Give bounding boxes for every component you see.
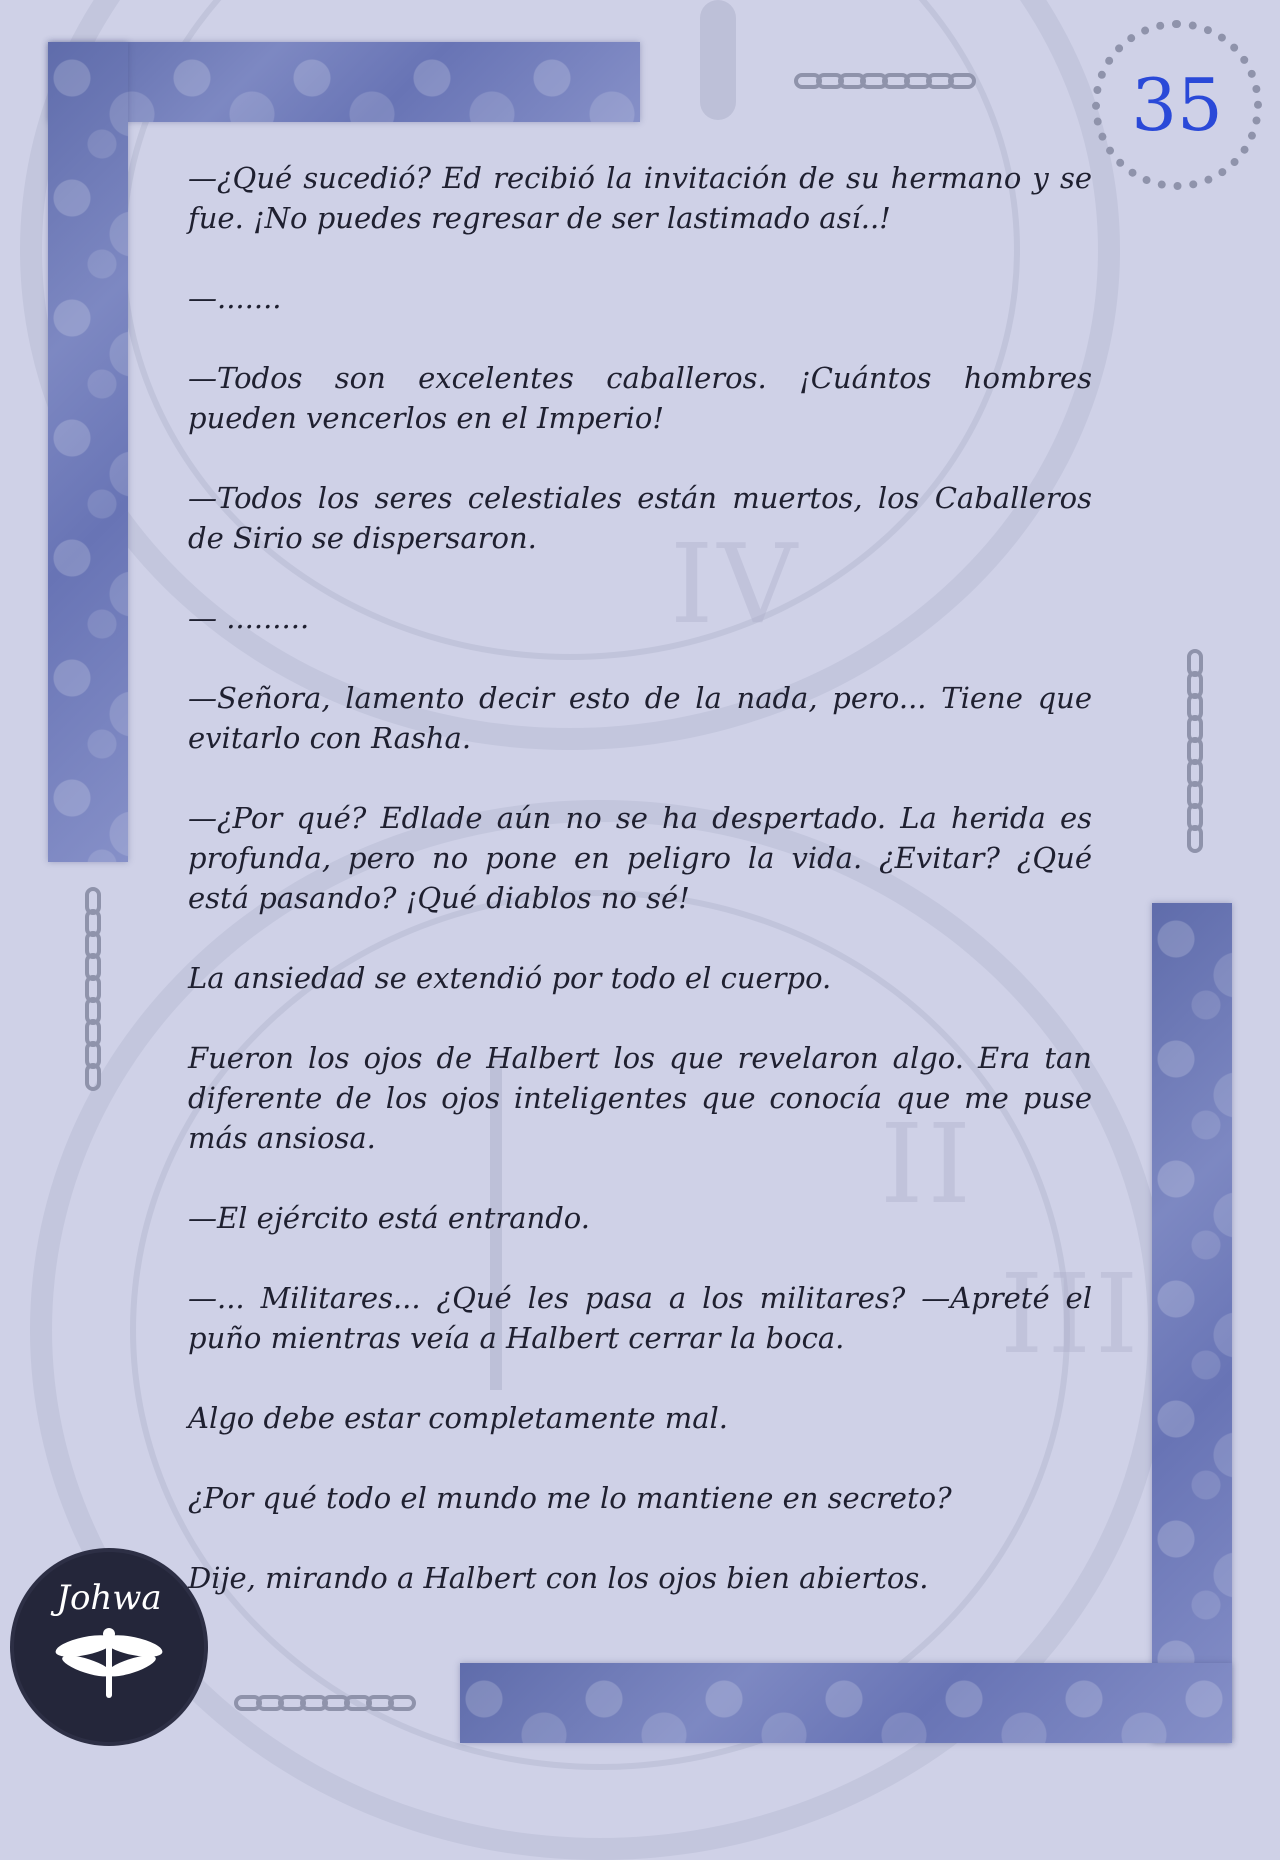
logo-text: Johwa bbox=[56, 1578, 162, 1618]
paragraph: Dije, mirando a Halbert con los ojos bien abiertos. bbox=[188, 1561, 929, 1595]
background-clock-hand bbox=[700, 0, 736, 120]
dragonfly-icon bbox=[49, 1622, 169, 1702]
background-numeral: II bbox=[880, 1100, 975, 1228]
frame-top-left-horizontal bbox=[48, 42, 640, 122]
paragraph: —¿Qué sucedió? Ed recibió la invitación de su hermano y se fue. ¡No puedes regresar de ser lastimado así..! bbox=[188, 161, 1092, 235]
background-numeral: III bbox=[1000, 1250, 1143, 1378]
frame-top-left-vertical bbox=[48, 42, 128, 862]
chain-bottom-decoration bbox=[240, 1688, 416, 1718]
paragraph: —... Militares... ¿Qué les pasa a los militares? —Apreté el puño mientras veía a Halbert cerrar la boca. bbox=[188, 1281, 1092, 1355]
chain-left-decoration bbox=[78, 893, 108, 1091]
frame-bottom-right-horizontal bbox=[460, 1663, 1232, 1743]
johwa-logo bbox=[14, 1552, 204, 1742]
paragraph: —Todos los seres celestiales están muertos, los Caballeros de Sirio se dispersaron. bbox=[188, 481, 1092, 555]
paragraph: —Señora, lamento decir esto de la nada, pero... Tiene que evitarlo con Rasha. bbox=[188, 681, 1092, 755]
page-number-badge bbox=[1092, 20, 1262, 190]
paragraph: La ansiedad se extendió por todo el cuerpo. bbox=[188, 961, 832, 995]
chain-top-decoration bbox=[800, 66, 976, 96]
paragraph: —¿Por qué? Edlade aún no se ha despertado. La herida es profunda, pero no pone en peligro la vida. ¿Evitar? ¿Qué está pasando? ¡Qué diablos no sé! bbox=[188, 801, 1092, 915]
chain-right-decoration bbox=[1180, 655, 1210, 853]
paragraph: Fueron los ojos de Halbert los que revelaron algo. Era tan diferente de los ojos inteligentes que conocía que me puse más ansiosa. bbox=[188, 1041, 1092, 1155]
paragraph: ¿Por qué todo el mundo me lo mantiene en secreto? bbox=[188, 1481, 952, 1515]
paragraph: Algo debe estar completamente mal. bbox=[188, 1401, 728, 1435]
paragraph: — ......... bbox=[188, 601, 310, 635]
story-text bbox=[188, 158, 1092, 1638]
page-number: 35 bbox=[1131, 63, 1223, 147]
background-numeral: IV bbox=[670, 520, 801, 648]
paragraph: —Todos son excelentes caballeros. ¡Cuántos hombres pueden vencerlos en el Imperio! bbox=[188, 361, 1092, 435]
paragraph: —El ejército está entrando. bbox=[188, 1201, 590, 1235]
paragraph: —....... bbox=[188, 281, 282, 315]
frame-bottom-right-vertical bbox=[1152, 903, 1232, 1743]
